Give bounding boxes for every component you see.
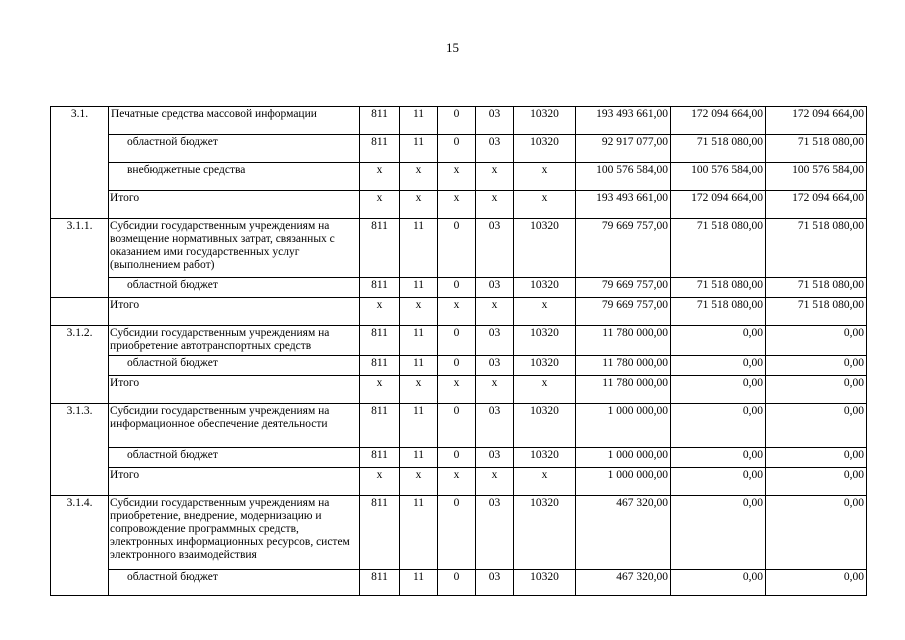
item-name: областной бюджет <box>109 570 360 596</box>
table-row <box>51 570 867 596</box>
amount-year-2: 0,00 <box>671 404 766 448</box>
amount-year-2: 0,00 <box>671 326 766 356</box>
code-subsection: 03 <box>476 356 514 376</box>
code-section: х <box>400 191 438 219</box>
table-row <box>51 278 867 298</box>
code-ministry: 811 <box>360 496 400 570</box>
amount-year-2: 71 518 080,00 <box>671 219 766 278</box>
amount-year-2: 71 518 080,00 <box>671 135 766 163</box>
code-section: х <box>400 298 438 326</box>
table-row <box>51 191 867 219</box>
code-subsection: х <box>476 191 514 219</box>
amount-year-1: 11 780 000,00 <box>576 356 671 376</box>
amount-year-2: 172 094 664,00 <box>671 107 766 135</box>
code-subprogram: х <box>438 298 476 326</box>
table-row <box>51 107 867 135</box>
code-ministry: 811 <box>360 448 400 468</box>
code-ministry: 811 <box>360 278 400 298</box>
code-ministry: х <box>360 468 400 496</box>
code-section: 11 <box>400 404 438 448</box>
amount-year-3: 0,00 <box>766 376 867 404</box>
amount-year-1: 79 669 757,00 <box>576 298 671 326</box>
code-section: х <box>400 468 438 496</box>
code-subsection: 03 <box>476 404 514 448</box>
code-subprogram: 0 <box>438 404 476 448</box>
amount-year-1: 11 780 000,00 <box>576 326 671 356</box>
item-name: Субсидии государственным учреждениям на информационное обеспечение деятельности <box>109 404 360 448</box>
amount-year-3: 71 518 080,00 <box>766 135 867 163</box>
code-subsection: 03 <box>476 107 514 135</box>
amount-year-3: 0,00 <box>766 326 867 356</box>
code-section: х <box>400 376 438 404</box>
table-row <box>51 356 867 376</box>
code-section: 11 <box>400 326 438 356</box>
code-subprogram: 0 <box>438 135 476 163</box>
amount-year-3: 71 518 080,00 <box>766 298 867 326</box>
code-subsection: х <box>476 163 514 191</box>
budget-table <box>50 106 867 596</box>
code-ministry: 811 <box>360 326 400 356</box>
code-target: х <box>514 468 576 496</box>
code-ministry: х <box>360 376 400 404</box>
code-target: 10320 <box>514 326 576 356</box>
item-name: Итого <box>109 191 360 219</box>
code-target: х <box>514 298 576 326</box>
code-target: 10320 <box>514 135 576 163</box>
table-row <box>51 448 867 468</box>
amount-year-2: 71 518 080,00 <box>671 278 766 298</box>
code-subsection: 03 <box>476 278 514 298</box>
amount-year-3: 172 094 664,00 <box>766 107 867 135</box>
amount-year-1: 1 000 000,00 <box>576 448 671 468</box>
amount-year-1: 79 669 757,00 <box>576 219 671 278</box>
item-number: 3.1.3. <box>51 404 109 496</box>
code-subsection: 03 <box>476 496 514 570</box>
page-number: 15 <box>446 40 459 55</box>
amount-year-3: 71 518 080,00 <box>766 219 867 278</box>
table-row <box>51 298 867 326</box>
code-ministry: 811 <box>360 107 400 135</box>
item-number <box>51 298 109 326</box>
code-subprogram: 0 <box>438 219 476 278</box>
amount-year-3: 0,00 <box>766 356 867 376</box>
amount-year-1: 79 669 757,00 <box>576 278 671 298</box>
item-number: 3.1.1. <box>51 219 109 298</box>
code-section: 11 <box>400 570 438 596</box>
amount-year-2: 0,00 <box>671 376 766 404</box>
code-subsection: 03 <box>476 219 514 278</box>
code-target: 10320 <box>514 448 576 468</box>
code-ministry: х <box>360 191 400 219</box>
amount-year-3: 0,00 <box>766 570 867 596</box>
amount-year-1: 92 917 077,00 <box>576 135 671 163</box>
amount-year-3: 0,00 <box>766 448 867 468</box>
code-subsection: х <box>476 376 514 404</box>
amount-year-3: 0,00 <box>766 404 867 448</box>
amount-year-1: 467 320,00 <box>576 570 671 596</box>
item-name: Субсидии государственным учреждениям на приобретение автотранспортных средств <box>109 326 360 356</box>
amount-year-3: 71 518 080,00 <box>766 278 867 298</box>
code-subprogram: 0 <box>438 570 476 596</box>
code-section: 11 <box>400 448 438 468</box>
code-subprogram: х <box>438 191 476 219</box>
code-section: 11 <box>400 356 438 376</box>
item-name: внебюджетные средства <box>109 163 360 191</box>
amount-year-2: 0,00 <box>671 356 766 376</box>
item-name: Итого <box>109 468 360 496</box>
item-name: Субсидии государственным учреждениям на приобретение, внедрение, модернизацию и сопровождение программных средств, электронных информационных ресурсов, систем электронного взаимодействия <box>109 496 360 570</box>
table-row <box>51 219 867 278</box>
code-target: 10320 <box>514 356 576 376</box>
code-target: 10320 <box>514 107 576 135</box>
code-subsection: 03 <box>476 570 514 596</box>
code-subprogram: х <box>438 163 476 191</box>
code-subprogram: 0 <box>438 448 476 468</box>
amount-year-1: 1 000 000,00 <box>576 404 671 448</box>
code-ministry: 811 <box>360 135 400 163</box>
item-name: Итого <box>109 376 360 404</box>
amount-year-2: 0,00 <box>671 570 766 596</box>
table-row <box>51 135 867 163</box>
code-ministry: 811 <box>360 570 400 596</box>
amount-year-2: 0,00 <box>671 496 766 570</box>
item-name: областной бюджет <box>109 135 360 163</box>
code-target: 10320 <box>514 496 576 570</box>
code-subprogram: 0 <box>438 496 476 570</box>
item-name: областной бюджет <box>109 278 360 298</box>
code-section: 11 <box>400 496 438 570</box>
table-row <box>51 496 867 570</box>
code-target: 10320 <box>514 219 576 278</box>
amount-year-2: 71 518 080,00 <box>671 298 766 326</box>
code-ministry: 811 <box>360 356 400 376</box>
code-subprogram: 0 <box>438 278 476 298</box>
item-number: 3.1.4. <box>51 496 109 596</box>
code-ministry: 811 <box>360 404 400 448</box>
code-subsection: х <box>476 468 514 496</box>
code-section: 11 <box>400 135 438 163</box>
amount-year-1: 100 576 584,00 <box>576 163 671 191</box>
code-target: 10320 <box>514 570 576 596</box>
item-name: областной бюджет <box>109 448 360 468</box>
code-subprogram: 0 <box>438 326 476 356</box>
table-row <box>51 326 867 356</box>
code-target: 10320 <box>514 278 576 298</box>
item-name: Субсидии государственным учреждениям на возмещение нормативных затрат, связанных с оказанием ими государственных услуг (выполнением работ) <box>109 219 360 278</box>
amount-year-3: 172 094 664,00 <box>766 191 867 219</box>
table-row <box>51 404 867 448</box>
code-target: х <box>514 163 576 191</box>
code-target: х <box>514 191 576 219</box>
code-subsection: 03 <box>476 448 514 468</box>
amount-year-1: 467 320,00 <box>576 496 671 570</box>
code-subprogram: 0 <box>438 107 476 135</box>
table-row <box>51 163 867 191</box>
code-subprogram: 0 <box>438 356 476 376</box>
code-ministry: 811 <box>360 219 400 278</box>
code-section: 11 <box>400 107 438 135</box>
code-ministry: х <box>360 298 400 326</box>
amount-year-1: 1 000 000,00 <box>576 468 671 496</box>
amount-year-3: 0,00 <box>766 468 867 496</box>
code-ministry: х <box>360 163 400 191</box>
code-subsection: 03 <box>476 326 514 356</box>
code-section: 11 <box>400 219 438 278</box>
amount-year-1: 11 780 000,00 <box>576 376 671 404</box>
item-name: Печатные средства массовой информации <box>109 107 360 135</box>
amount-year-1: 193 493 661,00 <box>576 191 671 219</box>
table-row <box>51 376 867 404</box>
amount-year-3: 100 576 584,00 <box>766 163 867 191</box>
item-name: Итого <box>109 298 360 326</box>
amount-year-2: 172 094 664,00 <box>671 191 766 219</box>
amount-year-2: 100 576 584,00 <box>671 163 766 191</box>
amount-year-2: 0,00 <box>671 468 766 496</box>
code-subsection: 03 <box>476 135 514 163</box>
code-section: 11 <box>400 278 438 298</box>
item-number: 3.1. <box>51 107 109 219</box>
item-name: областной бюджет <box>109 356 360 376</box>
code-subprogram: х <box>438 376 476 404</box>
amount-year-2: 0,00 <box>671 448 766 468</box>
code-target: х <box>514 376 576 404</box>
code-section: х <box>400 163 438 191</box>
amount-year-1: 193 493 661,00 <box>576 107 671 135</box>
code-target: 10320 <box>514 404 576 448</box>
amount-year-3: 0,00 <box>766 496 867 570</box>
code-subsection: х <box>476 298 514 326</box>
item-number: 3.1.2. <box>51 326 109 404</box>
table-row <box>51 468 867 496</box>
code-subprogram: х <box>438 468 476 496</box>
